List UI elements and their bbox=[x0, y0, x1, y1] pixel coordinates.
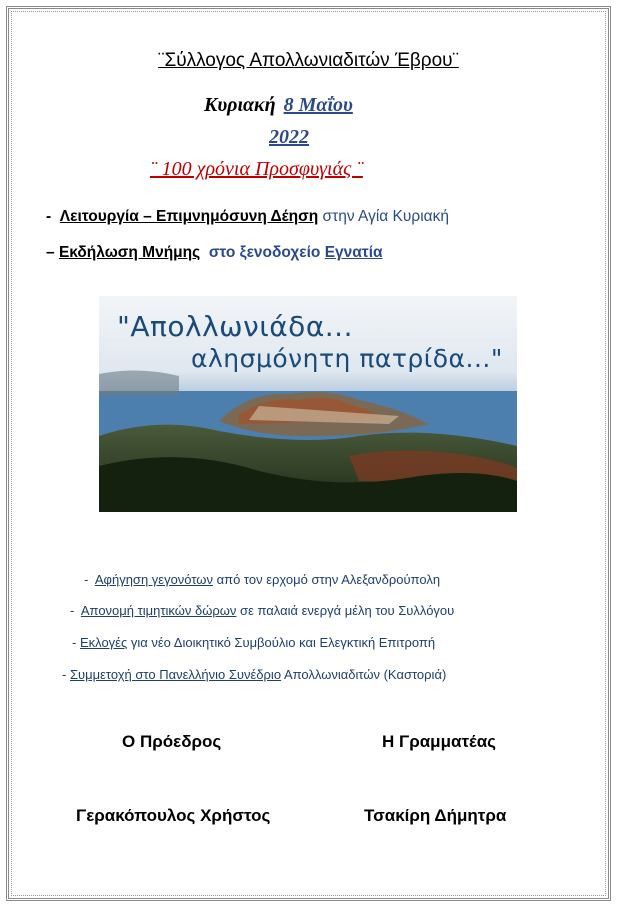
congress-label: Συμμετοχή στο Πανελλήνιο Συνέδριο bbox=[69, 667, 282, 682]
program-item-memorial: – Εκδήλωση Μνήμης στο ξενοδοχείο Εγνατία bbox=[46, 244, 383, 261]
secretary-name: Τσακίρη Δήμητρα bbox=[364, 806, 507, 825]
agenda-item-narration: - Αφήγηση γεγονότων από τον ερχομό στην Αλεξανδρούπολη bbox=[84, 572, 441, 587]
liturgy-label: Λειτουργία – Επιμνημόσυνη Δέηση bbox=[59, 208, 319, 225]
association-title: ¨Σύλλογος Απολλωνιαδιτών Έβρου¨ bbox=[158, 50, 459, 71]
elections-label: Εκλογές bbox=[79, 635, 128, 650]
photo-caption-line2: αλησμόνητη πατρίδα..." bbox=[191, 344, 503, 373]
event-year: 2022 bbox=[269, 126, 309, 148]
agenda-item-elections: - Εκλογές για νέο Διοικητικό Συμβούλιο και Ελεγκτική Επιτροπή bbox=[72, 635, 436, 650]
awards-label: Απονομή τιμητικών δώρων bbox=[80, 603, 237, 618]
apollonia-photo bbox=[99, 296, 517, 512]
president-title: Ο Πρόεδρος bbox=[122, 732, 222, 751]
photo-caption-line1: "Απολλωνιάδα... bbox=[117, 310, 353, 343]
agenda-item-awards: - Απονομή τιμητικών δώρων σε παλαιά ενεργά μέλη του Συλλόγου bbox=[70, 603, 455, 618]
program-item-liturgy: - Λειτουργία – Επιμνημόσυνη Δέηση στην Αγία Κυριακή bbox=[46, 208, 449, 225]
narration-label: Αφήγηση γεγονότων bbox=[94, 572, 213, 587]
agenda-item-congress: - Συμμετοχή στο Πανελλήνιο Συνέδριο Απολλωνιαδιτών (Καστοριά) bbox=[62, 667, 447, 682]
hotel-name: Εγνατία bbox=[324, 244, 383, 261]
event-day: Κυριακή bbox=[204, 94, 276, 116]
secretary-title: Η Γραμματέας bbox=[382, 732, 496, 751]
memorial-label: Εκδήλωση Μνήμης bbox=[58, 244, 201, 261]
event-date bbox=[204, 94, 353, 117]
president-name: Γερακόπουλος Χρήστος bbox=[76, 806, 271, 825]
liturgy-location: στην Αγία Κυριακή bbox=[322, 208, 449, 225]
anniversary-title: ¨ 100 χρόνια Προσφυγιάς ¨ bbox=[150, 158, 363, 180]
memorial-location: στο ξενοδοχείο bbox=[208, 244, 321, 261]
event-day-month: 8 Μαΐου bbox=[283, 94, 353, 116]
